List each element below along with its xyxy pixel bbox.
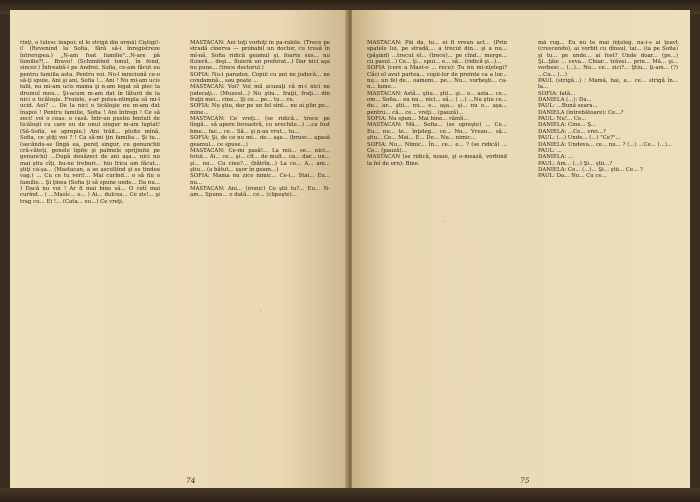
right-page-number: 75 [520, 476, 530, 485]
left-page [10, 10, 348, 488]
right-page-column-2: mă rog... Eu nu te mai înţeleg, na-i-s ai ţeavt (crescendo), ai vorbit cu dînsul, tai... (ia pe Sofia) şi tu... pe unde... ai fost? Unde doar... (pe...) Şi...ţăie ... ceva... Chiar... trăvei... prin... Mă... şi... vorbesc... (...)... Nu... ce... zici?... Ştiu... ţi-am... (?) ...Cu... (...) PAUL (strigă...) : Mamă, hai, a... ce... strigă în... la... SOFIA: Iată... DANIELA (...): Da... PAUL: ...Bună seara... DANIELA (întrebătoare): Ce...? PAUL: Nu!... Ce... DANIELA: Cine... Ş... DANIELA: ...Ce... vrei...? PAUL: (...) Unde... (...) "Ce?"... DANIELA: Undeva... ce... nu... ? (...) ...Ce... (...)... PAUL: ... DANIELA: ... PAUL: Am... (...) Şi... ştii...? DANIELA: Ce... (...)... Şi... ştii... Ce... ? PAUL: Da... Nu... Cu ce... [538, 40, 678, 180]
left-page-column-2: MASTACAN: Ani toţi vorbiţi în pa-ralele. (Trece pe stradă cînerva — probabil un doctor, cu trusă în mî-nă. Sofia ridică geamul şi, foarte sus... nu fluieră... deşi... fluieră un preferat...) Dar nici aşa nu pune... (trece doctorul.) SOFIA: Nu-i paradox. Copiii cu ani ne judecă... ne condamnă... sau poate ... MASTACAN: Voi? Voi mă acuzaţi că m-i nici ne judecaţi... (Muzeul...) Nu ştiu... fraţii, fraţi... din fraţii mei... cine... Şi ce... pe... tu... ce. SOFIA: Nu ştiu, dar pe un fel sînt... ne ai plin pe... mine... MASTACAN: Ce vreţi... (se ridică... trece pe lîngă... să apere fereastră, cu urechile...) ...ca fost bine... fac... ce... Să... şi n-au vrut... tu... SOFIA: Şi, de ce nu mi... de... aşa... (brusc... apasă geamul... ce spuse...) MASTACAN: Ce-mi pasă!... La noi... se... nici... totul... Ai... ce... şi... cît... de mult... ca... dar... un... şi... nu... Cu cine?... (bătrîn...) La ce... A... am... ştiu... (a bătut... uşor în geam...) SOFIA: Mama nu zice nimic... Ce-i... Stai... Eu... nu... MASTACAN: Ani... (ironic) Ce ştii tu?... Eu... N-am... Spune... o dată... ce... (clipeşte)... [190, 40, 330, 199]
right-page [352, 10, 690, 488]
right-page-column-1: MASTACAN: Păi da, tu... ei fi vreun act... (Prin spatele lui, pe stradă,... a trecut din... şi a nu... (păşind) ...trecut el... (trece)... pe cînd... merge... cu pasul...) Ce... ţi... spui... e... să... (ridică şi...)... SOFIA (cere a Mast-o ... rece): Tu nu mi-nţelegi? Căci el avut partea... copii-lor de preinte ca a lor... nu... un fel de... oameni... pe... Nu... vorbeşti... ca-n... lume... MASTACAN: Astă... ştiu... ştii... şi... e... asta... ce... om... Sofia... eu nu... nici... să... ( ...) ...Nu ştiu ce... de... ar... ştii... nu... e... aşa... şi... nu e... aşa... pentru... că... ce... vreţi... (pauză)... SOFIA: Nu spun... Mai bine... rămîi... MASTACAN: Mă... Sofia... (se opreşte) ... Ce... Eu... nu... te... înţeleg... ce... Nu... Vreau... să... ştiu... Ce... Mai... E... De... Nu... nimic... SOFIA: Nu... Nimic... În... ce... e... ? (se ridică) ... Ce... (pauză)... MASTACAN (se ridică, noaie, şi o-mează, vorbind la fel de orn): Bine. [367, 40, 507, 167]
paper-speck [70, 130, 73, 133]
left-page-column-1: rinţi, o tulesc înapoi; el le strigă din urmă) Cîştigi!-i! (Revenind la Sofia, fără să-i înregistreze întrerupea.) „N-am foat familie"...N-are pă familie?!... Bravo! (Schimbînd tonul, în fond, sincer.) Întreabă-l pe Andrei. Sofia, ce-am făcut eu pentru familia asta. Pentru voi. Nu-l minciună ce-o să-ţi spuie. Ani şi ani, Sofia !... Ani ! Nu mi-am ucis talii, nu mi-am ucis mama şi n-am legat să plec la drumul meu... Şi-acum m-am dat în lăturii de la nici o ticăloşie. Fratele, s-ar putea-nlimpla să mi-l ucid. Aoi? ... De la nici o ticăloşie nu m-am dat înapoi ! Pentru familie, Sofia ! Ani întregi ! Ce să zeci! voi o ceas: o casă. Într-un pustiu bintuit de ticăloşii cu care eu de unul singur m-am luptat! (Să-Sofia, se apropie.) Ani trăit... pluite mînă, Sofia, ce ştiţi voi ? ! Ca să-mi ţin familia... Şi tu... (secăndu-se lîngă ea, pereţ singur, cu genunchii cră-căteţi, genele lipite şi palmele sprijinite pe genunchi) ...După douăzeci de ani aşa... nici nu mai ştiu cîţi, bu-ne treburi... hiu frica am făcut... ştiţi ca-şa... (Mastacan, a se ascultînd şi se tindea vag.) ... Cu ce tu veri!... Mai curînd... o să fiu o familie... Şi ţinea (Sofia ţi să spune unde... Da nu... ) Dacă nu voi ! Ar fi mai bine să... O cetî mai curînd... ( ...Masîc... e... ) Ai... dulcea... Ce zis!... şi trag cu... Ei !... (Cata... eu...) Ce vreţi. [20, 40, 160, 205]
book-cover-edge-bottom [0, 488, 700, 502]
left-page-number: 74 [186, 476, 196, 485]
paper-speck [260, 310, 262, 312]
paper-speck [442, 220, 444, 222]
